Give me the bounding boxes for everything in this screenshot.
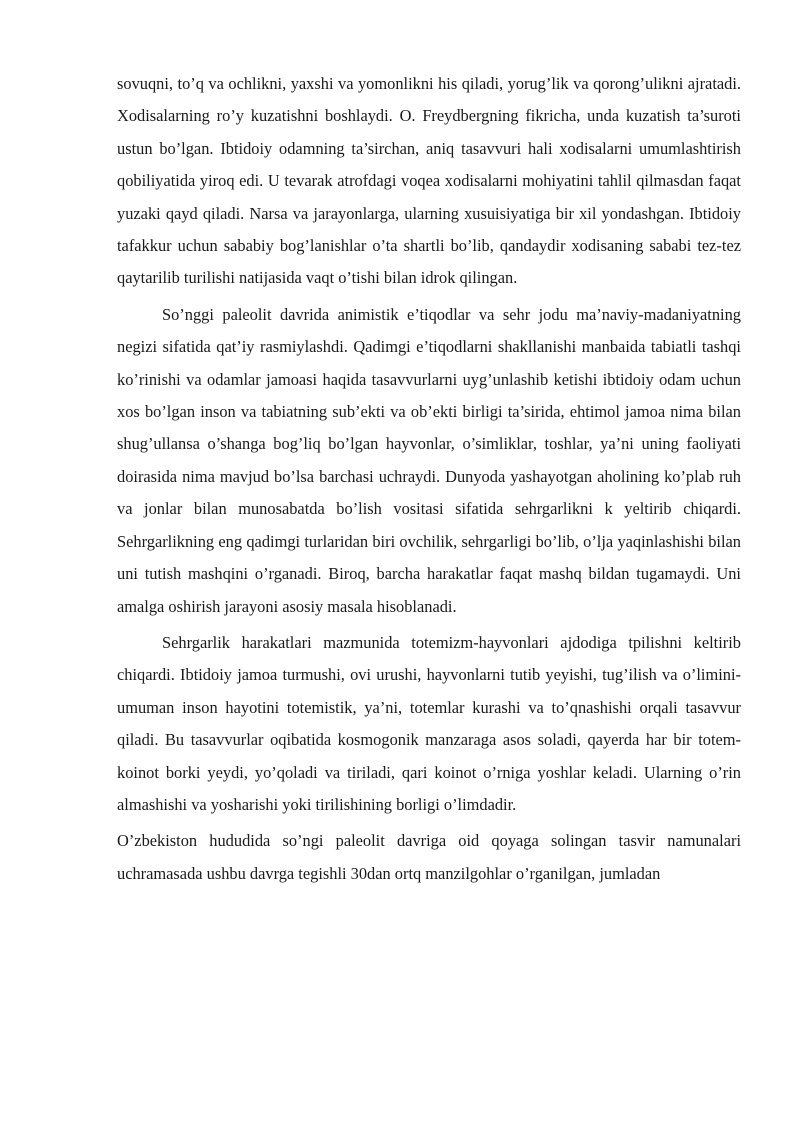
paragraph-uzbekistan: O’zbekiston hududida so’ngi paleolit davriga oid qoyaga solingan tasvir namunalari uchramasada ushbu davrga tegishli 30dan ortq manzilgohlar o’rganilgan, jumladan (117, 831, 741, 883)
paragraph-continuation: sovuqni, to’q va ochlikni, yaxshi va yomonlikni his qiladi, yorug’lik va qorong’ulikni ajratadi. Xodisalarning ro’y kuzatishni boshlaydi. O. Freydbergning fikricha, unda kuzatish ta’suroti ustun bo’lgan. Ibtidoiy odamning ta’sirchan, aniq tasavvuri hali xodisalarni umumlashtirish qobiliyatida yiroq edi. U tevarak atrofdagi voqea xodisalarni mohiyatini tahlil qilmasdan faqat yuzaki qayd qiladi. Narsa va jarayonlarga, ularning xusuisiyatiga bir xil yondashgan. Ibtidoiy tafakkur uchun sababiy bog’lanishlar o’ta shartli bo’lib, qandaydir xodisaning sababi tez-tez qaytarilib turilishi natijasida vaqt o’tishi bilan idrok qilingan. (117, 74, 741, 288)
document-page (117, 68, 741, 890)
paragraph-animism: So’nggi paleolit davrida animistik e’tiqodlar va sehr jodu ma’naviy-madaniyatning negizi sifatida qat’iy rasmiylashdi. Qadimgi e’tiqodlarni shakllanishi manbaida tabiatli tashqi ko’rinishi va odamlar jamoasi haqida tasavvurlarni uyg’unlashib ketishi ibtidoiy odam uchun xos bo’lgan inson va tabiatning sub’ekti va ob’ekti birligi ta’sirida, ehtimol jamoa nima bilan shug’ullansa o’shanga bog’liq bo’lgan hayvonlar, o’simliklar, toshlar, ya’ni uning faoliyati doirasida nima mavjud bo’lsa barchasi uchraydi. Dunyoda yashayotgan aholining ko’plab ruh va jonlar bilan munosabatda bo’lish vositasi sifatida sehrgarlikni k yeltirib chiqardi. Sehrgarlikning eng qadimgi turlaridan biri ovchilik, sehrgarligi bo’lib, o’lja yaqinlashishi bilan uni tutish mashqini o’rganadi. Biroq, barcha harakatlar faqat mashq bildan tugamaydi. Uni amalga oshirish jarayoni asosiy masala hisoblanadi. (117, 304, 741, 616)
paragraph-totemism: Sehrgarlik harakatlari mazmunida totemizm-hayvonlari ajdodiga tpilishni keltirib chiqardi. Ibtidoiy jamoa turmushi, ovi urushi, hayvonlarni tutib yeyishi, tug’ilish va o’limini-umuman inson hayotini totemistik, ya’ni, totemlar kurashi va to’qnashishi orqali tasavvur qiladi. Bu tasavvurlar oqibatida kosmogonik manzaraga asos soladi, qayerda har bir totem-koinot borki yeydi, yo’qoladi va tiriladi, qari koinot o’rniga yoshlar keladi. Ularning o’rin almashishi va yosharishi yoki tirilishining borligi o’limdadir. (117, 632, 741, 814)
